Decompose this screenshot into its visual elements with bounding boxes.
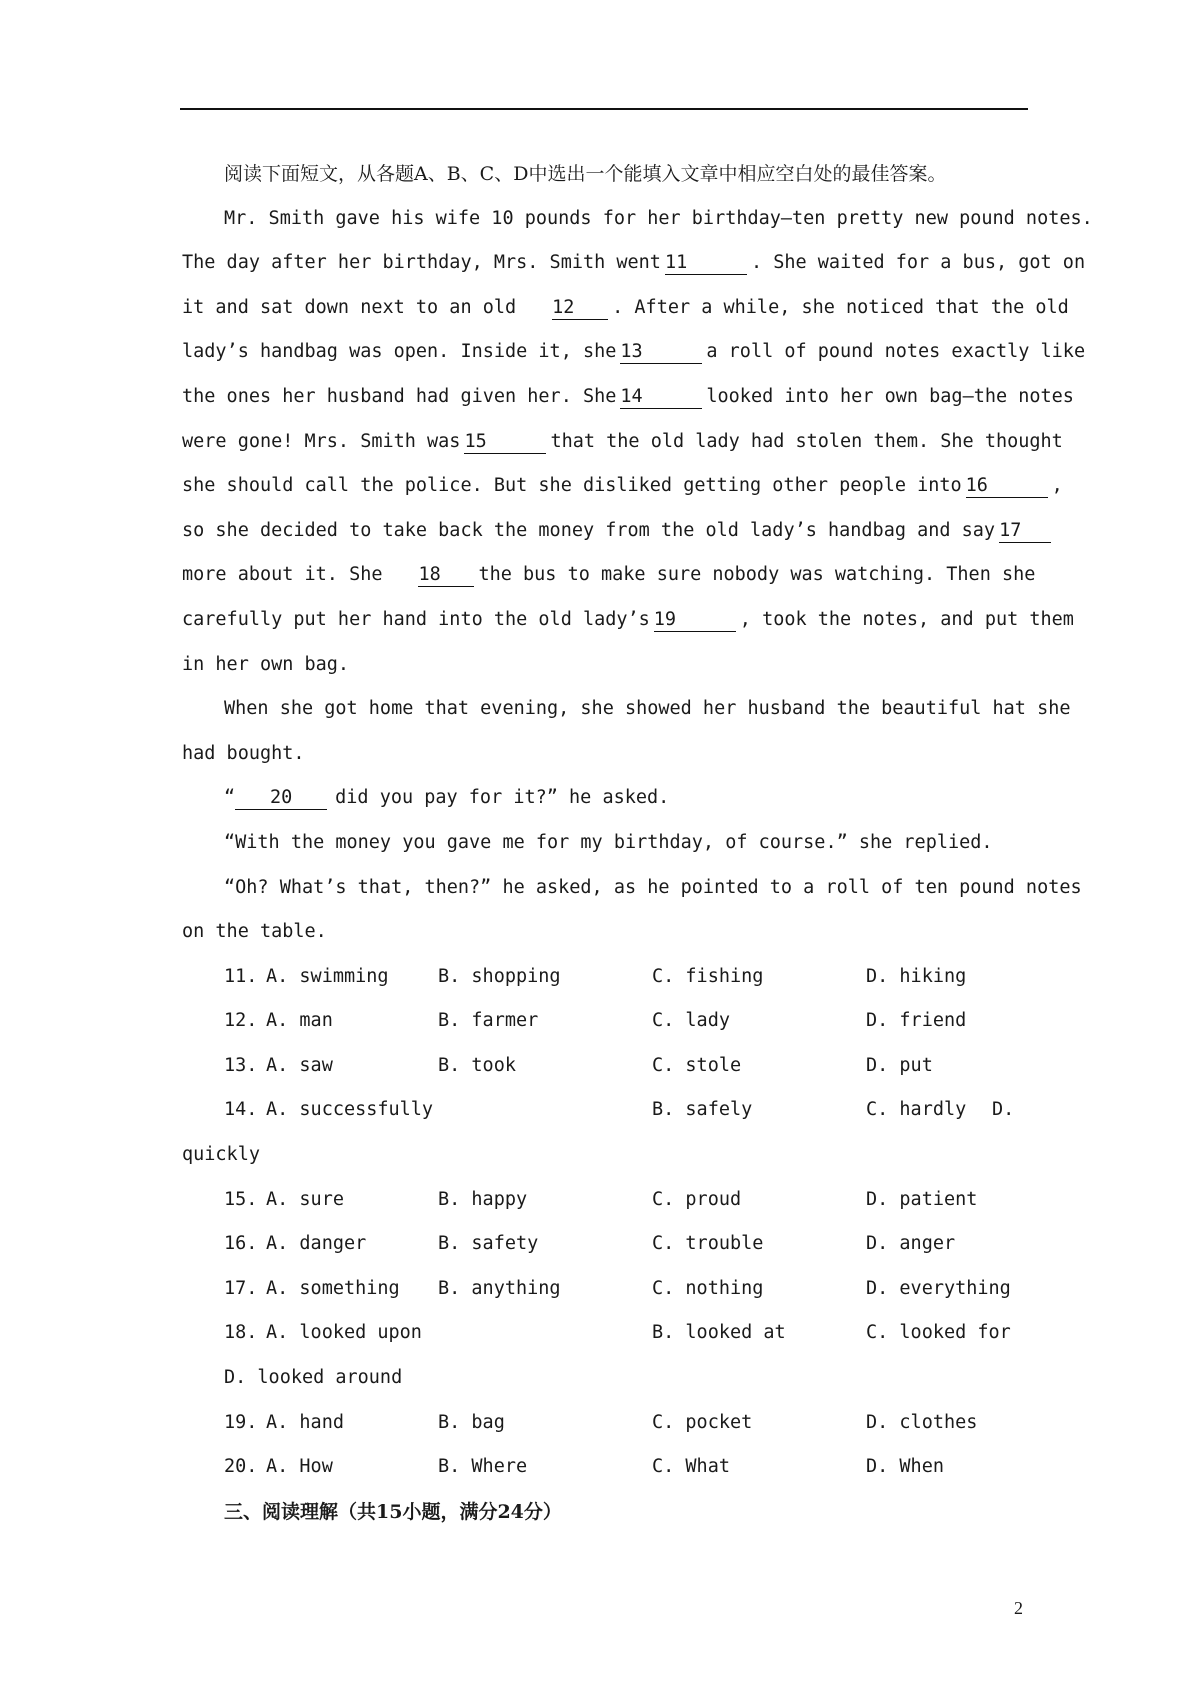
blank-12: 12 [552,297,608,320]
question-list [182,955,1024,1490]
option-c[interactable]: C. pocket [652,1411,753,1433]
question-row [182,1267,1024,1312]
passage-line [182,598,1074,643]
page-number: 2 [1014,1598,1023,1618]
question-row [182,999,1024,1044]
passage-text: The day after her birthday, Mrs. Smith went [182,252,661,274]
question-number: 19. [224,1411,258,1433]
option-b[interactable]: B. took [438,1054,516,1076]
option-a[interactable]: A. How [266,1456,333,1478]
option-c[interactable]: C. lady [652,1010,730,1032]
passage-line [182,866,1082,911]
option-b[interactable]: B. shopping [438,965,561,987]
option-b[interactable]: B. looked at [652,1322,786,1344]
passage-text: did you pay for it?” he asked. [335,787,670,809]
question-number: 13. [224,1054,258,1076]
passage-text: looked into her own bag—the notes [706,385,1074,407]
instruction-text: 阅读下面短文，从各题A、B、C、D中选出一个能填入文章中相应空白处的最佳答案。 [224,163,947,185]
option-d[interactable]: D. hiking [866,965,967,987]
option-d[interactable]: D. patient [866,1188,978,1210]
question-number: 11. [224,965,258,987]
passage-text: the bus to make sure nobody was watching. Then she [478,564,1036,586]
option-d[interactable]: D. looked around [224,1367,403,1389]
passage-text: “Oh? What’s that, then?” he asked, as he pointed to a roll of ten pound notes [224,876,1082,898]
blank-14: 14 [620,386,702,409]
option-d[interactable]: quickly [182,1144,260,1166]
question-row-wrap [182,1133,1024,1178]
passage-text: the ones her husband had given her. She [182,385,617,407]
passage-line [182,241,1086,286]
passage-line [182,776,1024,821]
passage-text: , took the notes, and put them [739,608,1074,630]
question-row [182,1088,1024,1133]
option-d[interactable]: D. friend [866,1010,967,1032]
passage-text: “ [224,787,236,809]
option-d[interactable]: D. [992,1099,1015,1121]
passage-text: on the table. [182,921,327,943]
passage-text: . After a while, she noticed that the old [612,296,1069,318]
passage-line [182,553,1036,598]
passage-line [182,643,1024,688]
option-b[interactable]: B. safety [438,1233,539,1255]
option-d[interactable]: D. When [866,1456,944,1478]
option-b[interactable]: B. bag [438,1411,505,1433]
option-d[interactable]: D. everything [866,1277,1011,1299]
option-c[interactable]: C. looked for [866,1322,1011,1344]
header-rule [180,108,1028,110]
question-row [182,955,1024,1000]
option-c[interactable]: C. proud [652,1188,742,1210]
passage-text: so she decided to take back the money from the old lady’s handbag and say [182,519,996,541]
cloze-section [182,152,1093,1534]
option-b[interactable]: B. anything [438,1277,561,1299]
option-c[interactable]: C. hardly [866,1099,967,1121]
passage-line [182,910,1024,955]
option-b[interactable]: B. farmer [438,1010,539,1032]
option-a[interactable]: A. sure [266,1188,344,1210]
passage-line [182,732,1024,777]
option-a[interactable]: A. something [266,1277,400,1299]
option-c[interactable]: C. fishing [652,965,764,987]
section-heading: 三、阅读理解（共15小题，满分24分） [224,1500,562,1523]
blank-13: 13 [620,341,702,364]
option-c[interactable]: C. What [652,1456,730,1478]
blank-11: 11 [665,252,747,275]
option-b[interactable]: B. Where [438,1456,528,1478]
passage-line [182,509,1024,554]
blank-16: 16 [966,475,1048,498]
passage-text: it and sat down next to an old [182,296,517,318]
option-a[interactable]: A. looked upon [266,1322,422,1344]
passage-text: had bought. [182,742,305,764]
blank-19: 19 [654,609,736,632]
question-row [182,1445,1024,1490]
blank-18: 18 [418,564,474,587]
blank-15: 15 [464,431,546,454]
option-b[interactable]: B. safely [652,1099,753,1121]
passage-text: lady’s handbag was open. Inside it, she [182,341,617,363]
question-number: 15. [224,1188,258,1210]
passage-text: Mr. Smith gave his wife 10 pounds for her birthday—ten pretty new pound notes. [224,207,1093,229]
option-a[interactable]: A. hand [266,1411,344,1433]
question-number: 16. [224,1233,258,1255]
question-row [182,1222,1024,1267]
passage-text: “With the money you gave me for my birthday, of course.” she replied. [224,831,993,853]
passage-line [182,330,1086,375]
option-a[interactable]: A. saw [266,1054,333,1076]
passage-text: . She waited for a bus, got on [750,252,1086,274]
blank-20: 20 [235,787,327,810]
passage-line [182,464,1063,509]
passage-text: carefully put her hand into the old lady’s [182,608,650,630]
passage-text: , [1051,475,1063,497]
question-row-wrap [182,1356,1024,1401]
option-a[interactable]: A. danger [266,1233,367,1255]
option-c[interactable]: C. trouble [652,1233,764,1255]
question-row [182,1044,1024,1089]
option-c[interactable]: C. nothing [652,1277,764,1299]
question-number: 14. [224,1099,258,1121]
option-a[interactable]: A. man [266,1010,333,1032]
question-number: 17. [224,1277,258,1299]
passage-line [182,687,1071,732]
question-number: 18. [224,1322,258,1344]
passage-line [182,420,1063,465]
option-a[interactable]: A. swimming [266,965,389,987]
option-a[interactable]: A. successfully [266,1099,434,1121]
passage-line [182,286,1069,331]
question-number: 20. [224,1456,258,1478]
passage-line [182,197,1093,242]
passage-line [182,821,1024,866]
passage-text: that the old lady had stolen them. She thought [550,430,1063,452]
passage-text: were gone! Mrs. Smith was [182,430,461,452]
passage-text: she should call the police. But she disliked getting other people into [182,475,962,497]
option-d[interactable]: D. put [866,1054,933,1076]
passage-text: in her own bag. [182,653,350,675]
question-row [182,1311,1024,1356]
option-d[interactable]: D. anger [866,1233,956,1255]
question-row [182,1401,1024,1446]
option-b[interactable]: B. happy [438,1188,528,1210]
passage-text: a roll of pound notes exactly like [706,341,1086,363]
question-number: 12. [224,1010,258,1032]
option-d[interactable]: D. clothes [866,1411,978,1433]
passage-text: When she got home that evening, she showed her husband the beautiful hat she [224,698,1071,720]
question-row [182,1178,1024,1223]
passage-text: more about it. She [182,564,383,586]
passage-line [182,375,1074,420]
option-c[interactable]: C. stole [652,1054,742,1076]
blank-17: 17 [999,520,1051,543]
